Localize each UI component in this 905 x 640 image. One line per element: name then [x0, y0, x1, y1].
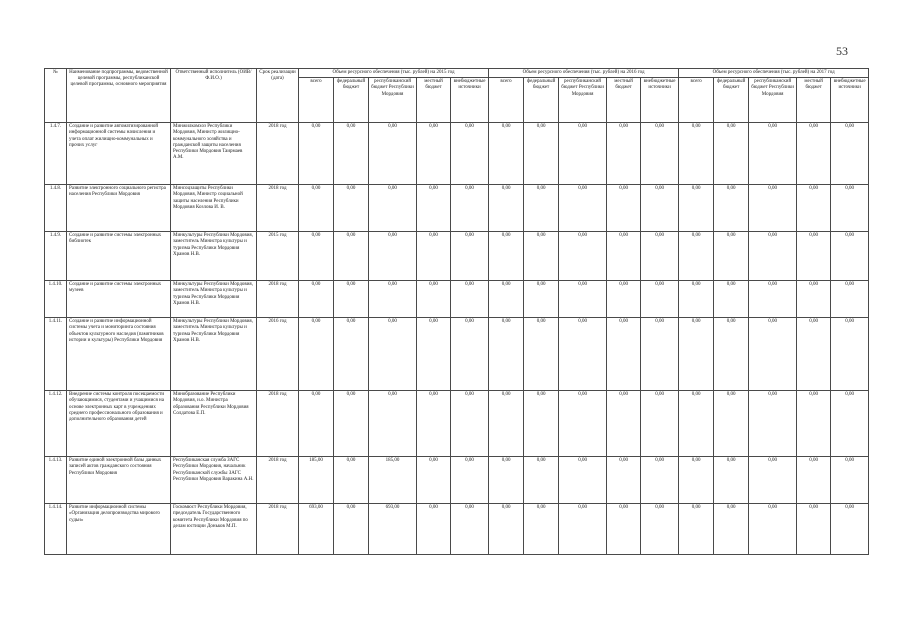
row-responsible: Минкультуры Республики Мордовия, заместитель Министра культуры и туризма Республики Мордовия Храмов Н.В.	[171, 232, 257, 281]
table-row	[45, 281, 869, 318]
row-value: 0,00	[524, 281, 559, 318]
table-row	[45, 457, 869, 504]
row-value: 0,00	[679, 318, 714, 391]
row-value: 0,00	[831, 391, 869, 457]
row-value: 0,00	[559, 123, 607, 185]
table-row	[45, 391, 869, 457]
row-value: 0,00	[831, 123, 869, 185]
row-value: 0,00	[607, 232, 641, 281]
header-group-2016: Объем ресурсного обеспечения (тыс. рублей) на 2016 год	[489, 69, 679, 78]
row-term: 2018 год	[257, 281, 299, 318]
row-value: 0,00	[641, 232, 679, 281]
row-value: 0,00	[334, 232, 369, 281]
row-value: 0,00	[489, 457, 524, 504]
row-value: 0,00	[559, 185, 607, 232]
header-extra: внебюджетные источники	[641, 78, 679, 123]
row-value: 0,00	[451, 504, 489, 555]
row-value: 0,00	[489, 232, 524, 281]
row-value: 0,00	[334, 185, 369, 232]
row-value: 0,00	[749, 123, 797, 185]
row-value: 0,00	[417, 457, 451, 504]
table-row	[45, 123, 869, 185]
header-local: местный бюджет	[417, 78, 451, 123]
row-value: 0,00	[679, 504, 714, 555]
row-value: 0,00	[607, 318, 641, 391]
row-value: 0,00	[489, 318, 524, 391]
row-term: 2016 год	[257, 318, 299, 391]
row-responsible: Госкомюст Республики Мордовия, председатель Государственного комитета Республики Мордовия по делам юстиции Доньков М.П.	[171, 504, 257, 555]
header-republic: республиканский бюджет Республики Мордовия	[369, 78, 417, 123]
row-value: 0,00	[417, 281, 451, 318]
row-value: 0,00	[679, 123, 714, 185]
row-value: 0,00	[369, 185, 417, 232]
row-number: 1.4.7.	[45, 123, 67, 185]
row-value: 693,00	[369, 504, 417, 555]
row-value: 0,00	[559, 391, 607, 457]
row-value: 0,00	[299, 123, 334, 185]
table-header	[45, 69, 869, 123]
page-number: 53	[836, 44, 848, 58]
row-value: 0,00	[369, 232, 417, 281]
table-row	[45, 504, 869, 555]
header-group-2017: Объем ресурсного обеспечения (тыс. рублей) на 2017 год	[679, 69, 869, 78]
row-value: 0,00	[831, 185, 869, 232]
row-value: 0,00	[451, 457, 489, 504]
header-total: всего	[489, 78, 524, 123]
header-local: местный бюджет	[797, 78, 831, 123]
row-value: 0,00	[451, 123, 489, 185]
row-responsible: Минжилкомхоз Республики Мордовия, Министр жилищно-коммунального хозяйства и гражданской защиты населения Республики Мордовия Таирмаев А.М.	[171, 123, 257, 185]
header-name: Наименование подпрограммы, ведомственной целевой программы, республиканской целевой программы, основного мероприятия	[67, 69, 171, 123]
row-value: 0,00	[417, 318, 451, 391]
row-value: 0,00	[679, 281, 714, 318]
row-value: 0,00	[417, 185, 451, 232]
row-number: 1.4.8.	[45, 185, 67, 232]
row-value: 0,00	[749, 504, 797, 555]
row-value: 0,00	[749, 457, 797, 504]
row-value: 0,00	[714, 391, 749, 457]
table-row	[45, 232, 869, 281]
header-federal: федеральный бюджет	[714, 78, 749, 123]
row-term: 2018 год	[257, 123, 299, 185]
row-value: 0,00	[524, 185, 559, 232]
row-value: 0,00	[714, 318, 749, 391]
header-total: всего	[679, 78, 714, 123]
row-number: 1.4.14.	[45, 504, 67, 555]
row-value: 0,00	[524, 232, 559, 281]
row-value: 0,00	[417, 232, 451, 281]
row-value: 0,00	[369, 318, 417, 391]
row-value: 0,00	[299, 318, 334, 391]
row-responsible: Минобразование Республики Мордовия, и.о. Министра образования Республики Мордовия Солдатова Е.П.	[171, 391, 257, 457]
row-value: 0,00	[831, 232, 869, 281]
row-value: 0,00	[489, 185, 524, 232]
row-value: 0,00	[334, 457, 369, 504]
row-name: Развитие единой электронной базы данных записей актов гражданского состояния Республики Мордовия	[67, 457, 171, 504]
row-responsible: Минкультуры Республики Мордовия, заместитель Министра культуры и туризма Республики Мордовия Храмов Н.В.	[171, 318, 257, 391]
row-value: 0,00	[749, 185, 797, 232]
header-republic: республиканский бюджет Республики Мордовия	[559, 78, 607, 123]
row-value: 0,00	[451, 281, 489, 318]
row-value: 0,00	[607, 391, 641, 457]
row-value: 0,00	[679, 457, 714, 504]
resource-table	[44, 68, 869, 555]
row-value: 0,00	[641, 185, 679, 232]
row-value: 0,00	[797, 123, 831, 185]
row-value: 0,00	[797, 504, 831, 555]
header-group-2015: Объем ресурсного обеспечения (тыс. рублей) на 2015 год	[299, 69, 489, 78]
row-value: 0,00	[714, 232, 749, 281]
header-extra: внебюджетные источники	[451, 78, 489, 123]
row-value: 0,00	[524, 457, 559, 504]
row-value: 0,00	[714, 457, 749, 504]
row-value: 0,00	[334, 318, 369, 391]
row-value: 0,00	[524, 504, 559, 555]
row-value: 0,00	[489, 391, 524, 457]
header-federal: федеральный бюджет	[524, 78, 559, 123]
row-value: 0,00	[451, 318, 489, 391]
row-term: 2018 год	[257, 457, 299, 504]
row-term: 2018 год	[257, 391, 299, 457]
row-value: 0,00	[417, 504, 451, 555]
row-name: Создание и развитие системы электронных музеев	[67, 281, 171, 318]
header-no: №	[45, 69, 67, 123]
row-value: 0,00	[524, 318, 559, 391]
row-value: 185,00	[299, 457, 334, 504]
header-total: всего	[299, 78, 334, 123]
header-republic: республиканский бюджет Республики Мордовия	[749, 78, 797, 123]
row-value: 0,00	[714, 123, 749, 185]
row-responsible: Минкультуры Республики Мордовия, заместитель Министра культуры и туризма Республики Мордовия Храмов Н.В.	[171, 281, 257, 318]
row-value: 0,00	[369, 123, 417, 185]
row-value: 0,00	[749, 281, 797, 318]
row-number: 1.4.11.	[45, 318, 67, 391]
row-value: 0,00	[831, 457, 869, 504]
row-value: 0,00	[489, 123, 524, 185]
row-value: 0,00	[369, 281, 417, 318]
row-value: 0,00	[607, 123, 641, 185]
row-value: 0,00	[714, 185, 749, 232]
row-value: 0,00	[299, 391, 334, 457]
row-responsible: Минсоцзащиты Республики Мордовия, Министр социальной защиты населения Республики Мордовия Козлова И. В.	[171, 185, 257, 232]
row-value: 0,00	[714, 504, 749, 555]
table-row	[45, 185, 869, 232]
row-value: 0,00	[679, 391, 714, 457]
row-value: 0,00	[797, 185, 831, 232]
row-value: 0,00	[417, 123, 451, 185]
row-value: 0,00	[489, 504, 524, 555]
row-value: 0,00	[451, 232, 489, 281]
row-value: 0,00	[831, 318, 869, 391]
row-value: 0,00	[607, 281, 641, 318]
row-value: 0,00	[489, 281, 524, 318]
row-value: 0,00	[334, 391, 369, 457]
row-name: Внедрение системы контроля посещаемости обучающимися, студентами и учащимися на основе электронных карт в учреждениях среднего профессионального образования и дополнительного образования детей	[67, 391, 171, 457]
row-value: 0,00	[641, 123, 679, 185]
row-value: 0,00	[417, 391, 451, 457]
row-name: Создание и развитие автоматизированной информационной системы начисления и учета оплат жилищно-коммунальных и прочих услуг	[67, 123, 171, 185]
row-value: 0,00	[369, 391, 417, 457]
row-value: 0,00	[641, 457, 679, 504]
row-value: 0,00	[749, 232, 797, 281]
header-term: Срок реализации (дата)	[257, 69, 299, 123]
table-body	[45, 123, 869, 555]
row-value: 693,00	[299, 504, 334, 555]
row-value: 0,00	[831, 504, 869, 555]
row-number: 1.4.9.	[45, 232, 67, 281]
row-value: 0,00	[831, 281, 869, 318]
row-name: Создание и развитие системы электронных библиотек	[67, 232, 171, 281]
row-value: 0,00	[559, 457, 607, 504]
row-value: 0,00	[607, 457, 641, 504]
row-value: 0,00	[334, 281, 369, 318]
row-value: 0,00	[559, 318, 607, 391]
row-value: 0,00	[797, 457, 831, 504]
header-responsible: Ответственный исполнитель (ОИВ/Ф.И.О.)	[171, 69, 257, 123]
row-value: 0,00	[679, 185, 714, 232]
row-number: 1.4.13.	[45, 457, 67, 504]
row-value: 0,00	[524, 391, 559, 457]
header-extra: внебюджетные источники	[831, 78, 869, 123]
row-value: 0,00	[641, 391, 679, 457]
row-value: 0,00	[749, 318, 797, 391]
row-value: 0,00	[451, 185, 489, 232]
row-value: 0,00	[797, 281, 831, 318]
row-value: 0,00	[641, 504, 679, 555]
row-value: 0,00	[559, 281, 607, 318]
row-value: 0,00	[299, 185, 334, 232]
row-value: 0,00	[641, 318, 679, 391]
row-value: 0,00	[451, 391, 489, 457]
header-local: местный бюджет	[607, 78, 641, 123]
row-number: 1.4.12.	[45, 391, 67, 457]
row-value: 0,00	[524, 123, 559, 185]
row-term: 2018 год	[257, 185, 299, 232]
row-value: 185,00	[369, 457, 417, 504]
header-federal: федеральный бюджет	[334, 78, 369, 123]
row-value: 0,00	[797, 391, 831, 457]
row-value: 0,00	[714, 281, 749, 318]
row-value: 0,00	[641, 281, 679, 318]
row-name: Развитие электронного социального регистра населения Республики Мордовия	[67, 185, 171, 232]
row-term: 2018 год	[257, 504, 299, 555]
row-name: Развитие информационной системы «Организация делопроизводства мирового судьи»	[67, 504, 171, 555]
row-name: Создание и развитие информационной системы учета и мониторинга состояния объектов культурного наследия (памятников истории и культуры) Республики Мордовия	[67, 318, 171, 391]
row-value: 0,00	[334, 123, 369, 185]
row-value: 0,00	[749, 391, 797, 457]
row-value: 0,00	[607, 185, 641, 232]
row-value: 0,00	[334, 504, 369, 555]
row-number: 1.4.10.	[45, 281, 67, 318]
table-row	[45, 318, 869, 391]
row-value: 0,00	[559, 504, 607, 555]
row-responsible: Республиканская служба ЗАГС Республики Мордовия, начальник Республиканской службы ЗАГС Республики Мордовия Варакина А.Н.	[171, 457, 257, 504]
row-value: 0,00	[559, 232, 607, 281]
row-value: 0,00	[679, 232, 714, 281]
row-value: 0,00	[797, 318, 831, 391]
row-term: 2015 год	[257, 232, 299, 281]
row-value: 0,00	[299, 281, 334, 318]
row-value: 0,00	[299, 232, 334, 281]
row-value: 0,00	[797, 232, 831, 281]
row-value: 0,00	[607, 504, 641, 555]
